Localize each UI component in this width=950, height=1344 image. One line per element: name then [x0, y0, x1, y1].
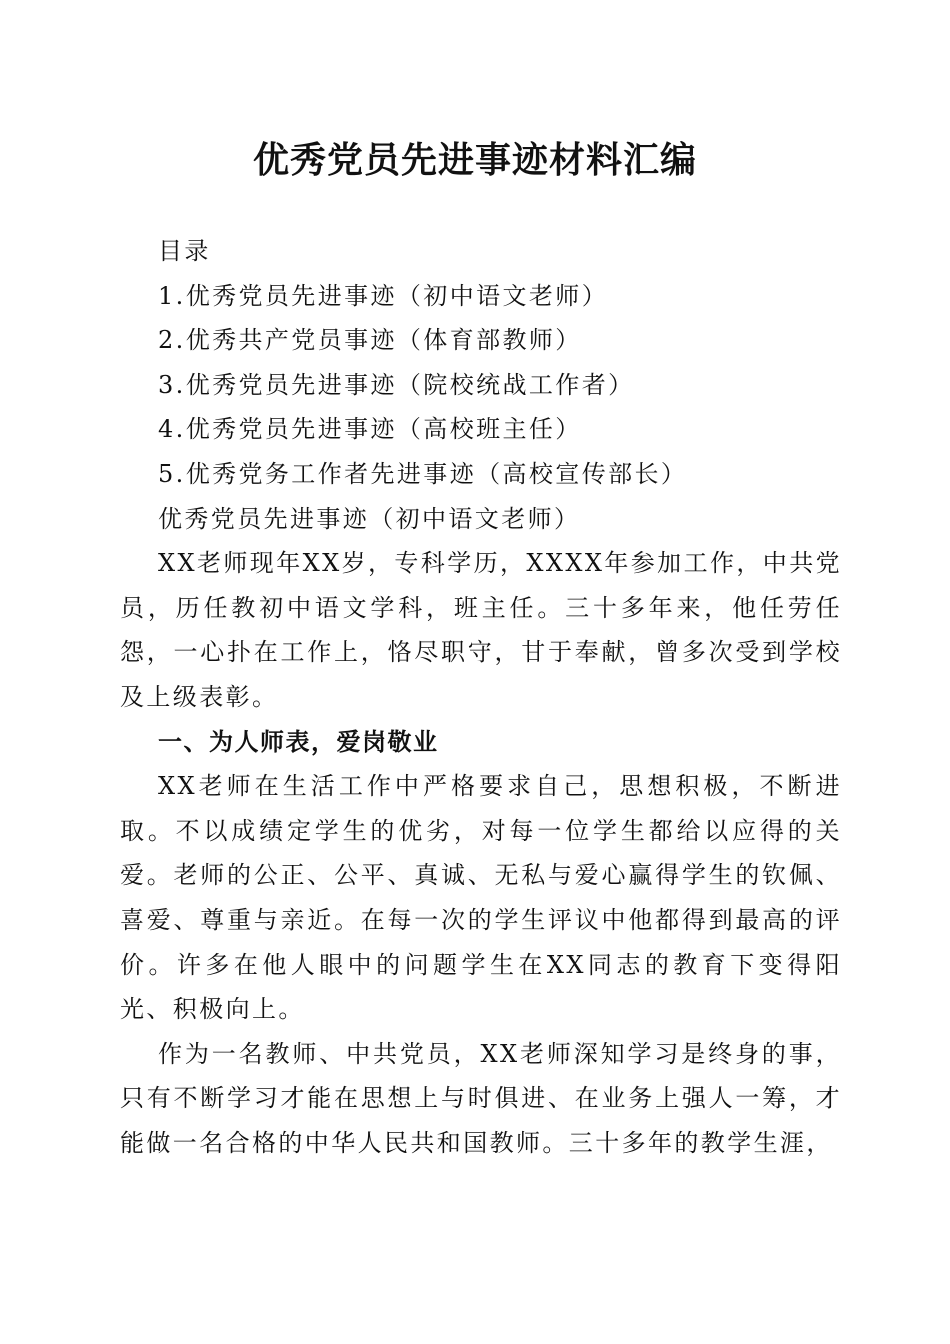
toc-heading: 目录	[158, 237, 211, 265]
intro-paragraph: XX老师现年XX岁，专科学历，XXXX年参加工作，中共党员，历任教初中语文学科，班主任。三十多年来，他任劳任怨，一心扑在工作上，恪尽职守，甘于奉献，曾多次受到学校及上级表彰。	[120, 549, 842, 711]
document-title: 优秀党员先进事迹材料汇编	[252, 139, 697, 181]
toc-item-1: 1.优秀党员先进事迹（初中语文老师）	[158, 281, 609, 310]
toc-item-4: 4.优秀党员先进事迹（高校班主任）	[158, 415, 582, 444]
section-paragraph: 作为一名教师、中共党员，XX老师深知学习是终身的事，只有不断学习才能在思想上与时俱进、在业务上强人一筹，才能做一名合格的中华人民共和国教师。三十多年的教学生涯，	[120, 1039, 842, 1157]
toc-item-5: 5.优秀党务工作者先进事迹（高校宣传部长）	[158, 459, 688, 488]
article-title: 优秀党员先进事迹（初中语文老师）	[158, 504, 581, 533]
document-body	[120, 229, 842, 1165]
toc-item-3: 3.优秀党员先进事迹（院校统战工作者）	[158, 370, 635, 399]
toc-item-2: 2.优秀共产党员事迹（体育部教师）	[158, 326, 582, 355]
section-heading: 一、为人师表，爱岗敬业	[158, 727, 439, 756]
section-paragraph: XX老师在生活工作中严格要求自己，思想积极，不断进取。不以成绩定学生的优劣，对每一位学生都给以应得的关爱。老师的公正、公平、真诚、无私与爱心赢得学生的钦佩、喜爱、尊重与亲近。在每一次的学生评议中他都得到最高的评价。许多在他人眼中的问题学生在XX同志的教育下变得阳光、积极向上。	[120, 772, 842, 1024]
